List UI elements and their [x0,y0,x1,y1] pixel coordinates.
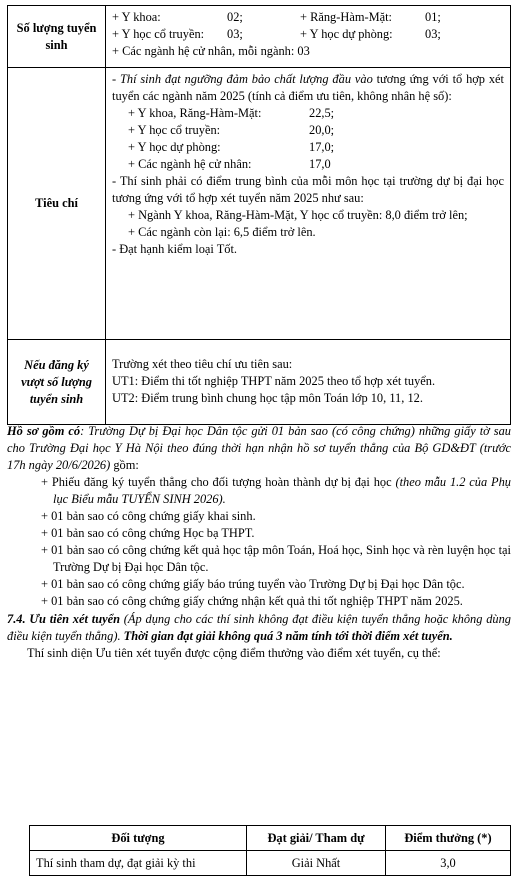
priority-body: Thí sinh diện Ưu tiên xét tuyển được cộng điểm thưởng vào điểm xét tuyển, cụ thể: [27,646,441,660]
criteria-header: Tiêu chí [8,68,106,340]
dossier-item: + 01 bản sao có công chứng Học bạ THPT. [41,526,255,540]
threshold-row: + Y học dự phòng: 17,0; [128,140,335,154]
criteria-average: - Thí sinh phải có điểm trung bình của mỗi môn học tại trường dự bị đại học tương ứng với tổ hợp xét tuyển năm 2025 như sau: [112,174,504,205]
threshold-row: + Y học cổ truyền: 20,0; [128,123,335,137]
threshold-row: + Y khoa, Răng-Hàm-Mặt: 22,5; [128,106,335,120]
table-row: Thí sinh tham dự, đạt giải kỳ thi Giải Nhất 3,0 [30,851,511,876]
dossier-item: + 01 bản sao có công chứng giấy chứng nhận kết quả thi tốt nghiệp THPT năm 2025. [41,594,463,608]
dossier-item: + Phiếu đăng ký tuyển thẳng cho đối tượng hoàn thành dự bị đại học (theo mẫu 1.2 của Phụ lục Biểu mẫu TUYỂN SINH 2026). [41,475,511,506]
criteria-intro: - Thí sinh đạt ngưỡng đảm bảo chất lượng đầu vào tương ứng với tổ hợp xét tuyển các ngành năm 2025 (tính cả điểm ưu tiên, không nhân hệ số): [112,72,504,103]
award-table-header: Đối tượng Đạt giải/ Tham dự Điểm thưởng (*) [30,826,511,851]
criteria-conduct: - Đạt hạnh kiểm loại Tốt. [112,242,238,256]
overflow-header: Nếu đăng ký vượt số lượng tuyển sinh [8,340,106,425]
priority-heading: 7.4. Ưu tiên xét tuyển (Áp dụng cho các thí sinh không đạt điều kiện tuyển thẳng hoặc không dùng điều kiện tuyển thẳng). Thời gian đạt giải không quá 3 năm tính tới thời điểm xét tuyển. [7,612,511,643]
dossier-item: + 01 bản sao có công chứng giấy khai sinh. [41,509,256,523]
quota-header: Số lượng tuyển sinh [8,6,106,68]
award-table [29,825,511,876]
threshold-row: + Các ngành hệ cử nhân: 17,0 [128,157,331,171]
dossier-intro: Hồ sơ gồm có: Trường Dự bị Đại học Dân tộc gửi 01 bản sao (có công chứng) những giấy tờ sau cho Trường Đại học Y Hà Nội theo đúng thời hạn nhận hồ sơ tuyển thẳng của Bộ GD&ĐT (trước 17h ngày 20/6/2026) gồm: [7,424,511,472]
dossier-item: + 01 bản sao có công chứng kết quả học tập môn Toán, Hoá học, Sinh học và rèn luyện học tại Trường Dự bị Đại học Dân tộc. [41,543,511,574]
dossier-section [7,423,511,662]
admission-criteria-table [7,5,511,425]
dossier-item: + 01 bản sao có công chứng giấy báo trúng tuyển vào Trường Dự bị Đại học Dân tộc. [41,577,465,591]
overflow-cell: Trường xét theo tiêu chí ưu tiên sau: UT1: Điểm thi tốt nghiệp THPT năm 2025 theo tổ hợp xét tuyển. UT2: Điểm trung bình chung học tập môn Toán lớp 10, 11, 12. [106,340,511,425]
quota-other: + Các ngành hệ cử nhân, mỗi ngành: 03 [112,44,310,58]
criteria-cell [106,68,511,340]
criteria-average-a: + Ngành Y khoa, Răng-Hàm-Mặt, Y học cổ truyền: 8,0 điểm trở lên; [128,208,468,222]
criteria-average-b: + Các ngành còn lại: 6,5 điểm trở lên. [128,225,316,239]
quota-cell: + Y khoa: 02; + Răng-Hàm-Mặt: 01; + Y học cổ truyền: 03; + Y học dự phòng: 03; + Các ngành hệ cử nhân, mỗi ngành: 03 [106,6,511,68]
